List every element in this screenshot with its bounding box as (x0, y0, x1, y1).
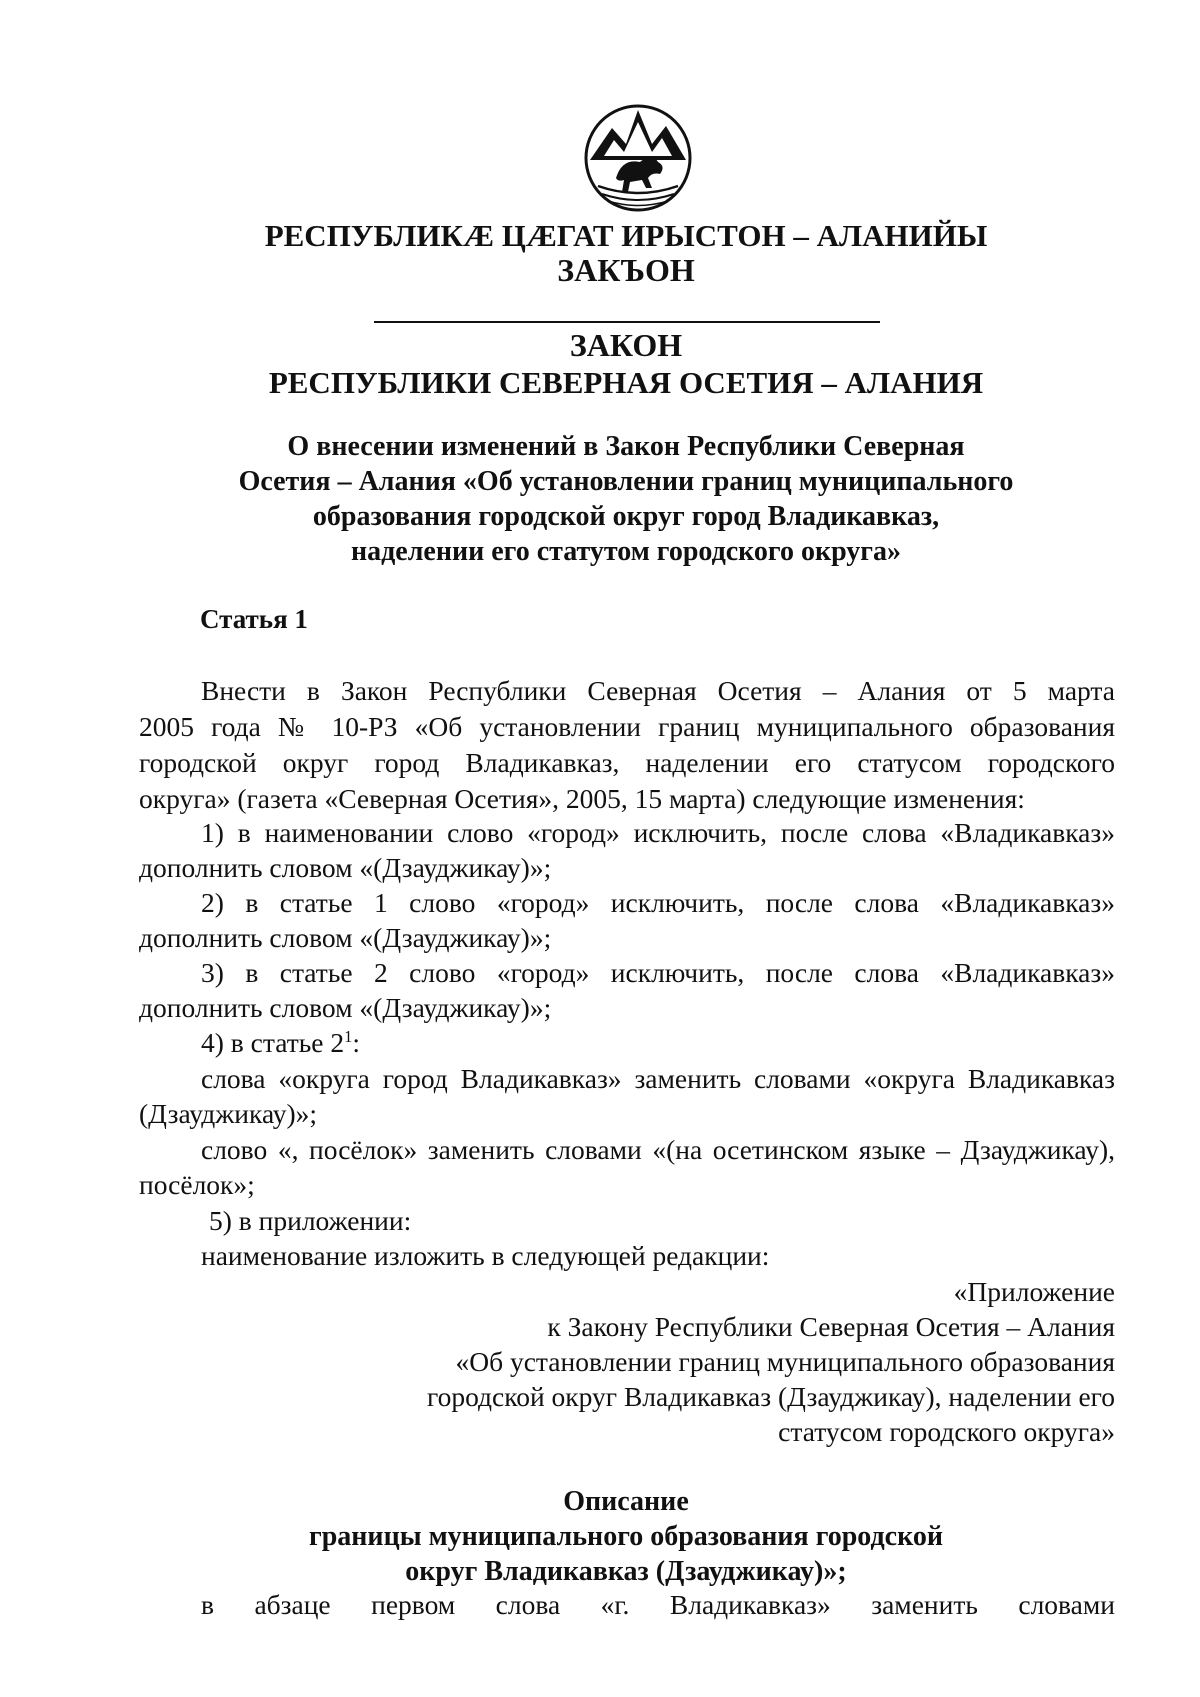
doc-title-line-4: наделении его статутом городского округа» (350, 536, 902, 567)
item-1-line: дополнить словом «(Дзауджикау)»; (139, 852, 552, 883)
item-4a-line: слова «округа город Владикавказ» заменить словами «округа Владикавказ (201, 1063, 1115, 1094)
body-line: 2005 года № 10-РЗ «Об установлении границ муниципального образования (139, 711, 1115, 742)
item-4-line (201, 1027, 360, 1059)
item-4-text: 4) в статье 2 (201, 1027, 345, 1058)
header-republic-russian: РЕСПУБЛИКИ СЕВЕРНАЯ ОСЕТИЯ – АЛАНИЯ (268, 365, 984, 400)
item-3-line: 3) в статье 2 слово «город» исключить, после слова «Владикавказ» (201, 957, 1115, 988)
body-line: Внести в Закон Республики Северная Осетия – Алания от 5 марта (201, 675, 1115, 706)
item-2-line: дополнить словом «(Дзауджикау)»; (139, 922, 552, 953)
header-law-russian: ЗАКОН (569, 327, 683, 363)
article-heading: Статья 1 (200, 604, 308, 634)
body-line: городской округ город Владикавказ, наделении его статусом городского (139, 747, 1115, 778)
appendix-line: к Закону Республики Северная Осетия – Алания (547, 1311, 1115, 1342)
item-4b-line: посёлок»; (139, 1169, 255, 1200)
coat-of-arms-emblem (582, 100, 694, 214)
appendix-line: статусом городского округа» (778, 1416, 1115, 1447)
body-line: округа» (газета «Северная Осетия», 2005, 15 марта) следующие изменения: (139, 783, 1025, 814)
description-line-2: границы муниципального образования городской (309, 1521, 943, 1552)
item-4-colon: : (352, 1027, 360, 1058)
appendix-line: «Об установлении границ муниципального образования (455, 1346, 1115, 1377)
item-3-line: дополнить словом «(Дзауджикау)»; (139, 992, 552, 1023)
appendix-line: городской округ Владикавказ (Дзауджикау), наделении его (427, 1381, 1115, 1412)
item-4-superscript: 1 (344, 1026, 353, 1046)
header-title-ossetian: РЕСПУБЛИКÆ ЦÆГАТ ИРЫСТОН – АЛАНИЙЫ (264, 218, 988, 253)
last-line: в абзаце первом слова «г. Владикавказ» заменить словами (201, 1589, 1115, 1620)
description-line-3: округ Владикавказ (Дзауджикау)»; (405, 1556, 847, 1587)
doc-title-line-1: О внесении изменений в Закон Республики Северная (287, 431, 965, 462)
doc-title-line-3: образования городской округ город Владикавказ, (312, 501, 940, 532)
item-5a-line: наименование изложить в следующей редакции: (201, 1240, 770, 1271)
doc-title-line-2: Осетия – Алания «Об установлении границ муниципального (238, 466, 1014, 497)
item-4a-line: (Дзауджикау)»; (139, 1098, 318, 1129)
appendix-line: «Приложение (953, 1276, 1115, 1307)
header-divider (374, 321, 880, 323)
item-2-line: 2) в статье 1 слово «город» исключить, после слова «Владикавказ» (201, 887, 1115, 918)
item-5-line: 5) в приложении: (209, 1205, 412, 1236)
header-law-ossetian: ЗАКЪОН (557, 252, 695, 288)
description-title: Описание (563, 1486, 689, 1517)
item-4b-line: слово «, посёлок» заменить словами «(на осетинском языке – Дзауджикау), (201, 1134, 1115, 1165)
item-1-line: 1) в наименовании слово «город» исключить, после слова «Владикавказ» (201, 817, 1115, 848)
